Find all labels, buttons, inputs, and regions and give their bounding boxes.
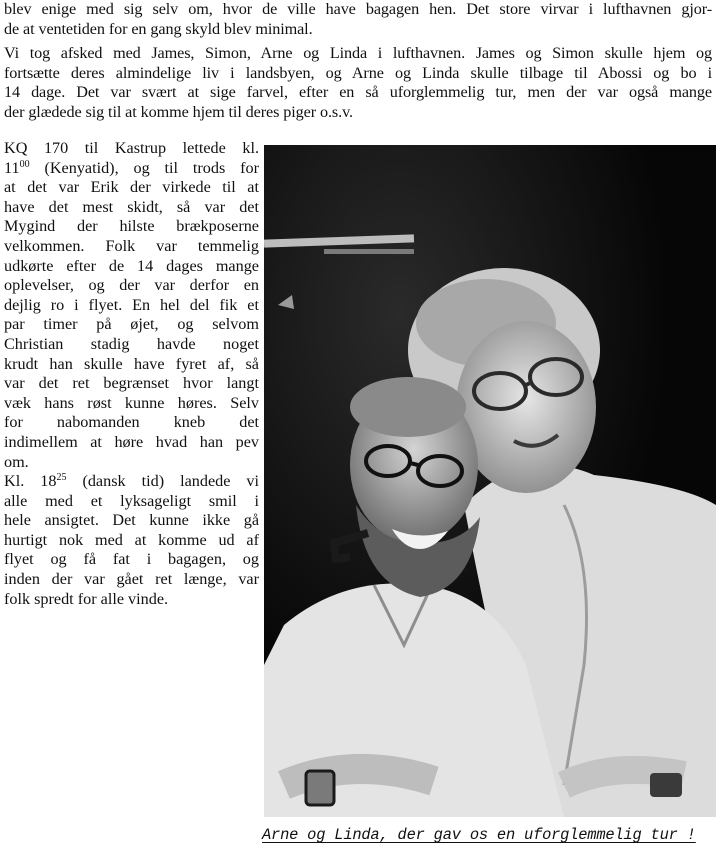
flight-column-text [4,139,259,609]
portrait-photo-illustration [264,145,716,817]
text-line: Mygind der hilste brækposerne [4,217,259,236]
text-line: flyet og få fat i bagagen, og [4,550,259,569]
flight-minutes: 00 [19,158,30,170]
photo-caption: Arne og Linda, der gav os en uforglemmelig tur ! [262,826,696,844]
text-line: hele ansigtet. Det kunne ikke gå [4,511,259,530]
landing-line-rest: (dansk tid) landede vi [66,472,259,491]
landing-prefix: Kl. 18 [4,472,57,491]
text-line: indimellem at høre hvad han pev [4,432,259,451]
text-line: udkørte efter de 14 dages mange [4,256,259,275]
text-line: de at ventetiden for en gang skyld blev minimal. [4,19,313,38]
text-line: Vi tog afsked med James, Simon, Arne og Linda i lufthavnen. James og Simon skulle hjem og [4,44,712,62]
portrait-photo [264,145,716,817]
text-line: oplevelser, og der var derfor en [4,276,259,295]
text-line: velkommen. Folk var temmelig [4,236,259,255]
text-line: krudt han skulle have fyret af, så [4,354,259,373]
text-line: for nabomanden kneb det [4,413,259,432]
text-line: dejlig ro i flyet. En hel del fik et [4,295,259,314]
text-line: blev enige med sig selv om, hvor de ville have bagagen hen. Det store virvar i lufthavnen gjor- [4,0,712,18]
text-line: var det ret begrænset hvor langt [4,374,259,393]
text-line: alle med et lyksageligt smil i [4,491,259,510]
text-line: hurtigt nok med at komme ud af [4,530,259,549]
text-line: at det var Erik der virkede til at [4,178,259,197]
text-line: inden der var gået ret længe, var [4,570,259,589]
text-line: 14 dage. Det var svært at sige farvel, efter en så uforglemmelig tur, men der var også mange [4,83,712,102]
flight-hour: 11 [4,158,20,177]
flight-line-rest: (Kenyatid), og til trods for [29,158,259,177]
text-line: have det mest skidt, så var det [4,197,259,216]
text-line: fortsætte deres almindelige liv i landsbyen, og Arne og Linda skulle tilbage til Abossi og bo i [4,63,712,82]
text-line: om. [4,452,29,471]
text-line: væk hans røst kunne høres. Selv [4,393,259,412]
text-line: KQ 170 til Kastrup lettede kl. [4,139,259,157]
text-line [4,159,259,179]
text-line: folk spredt for alle vinde. [4,589,169,608]
farewell-paragraph [4,44,712,122]
text-line [4,472,259,492]
text-line: par timer på øjet, og selvom [4,315,259,334]
text-line: der glædede sig til at komme hjem til deres piger o.s.v. [4,102,353,121]
landing-minutes: 25 [56,472,67,484]
text-line: Christian stadig havde noget [4,334,259,353]
intro-paragraph [4,0,712,39]
